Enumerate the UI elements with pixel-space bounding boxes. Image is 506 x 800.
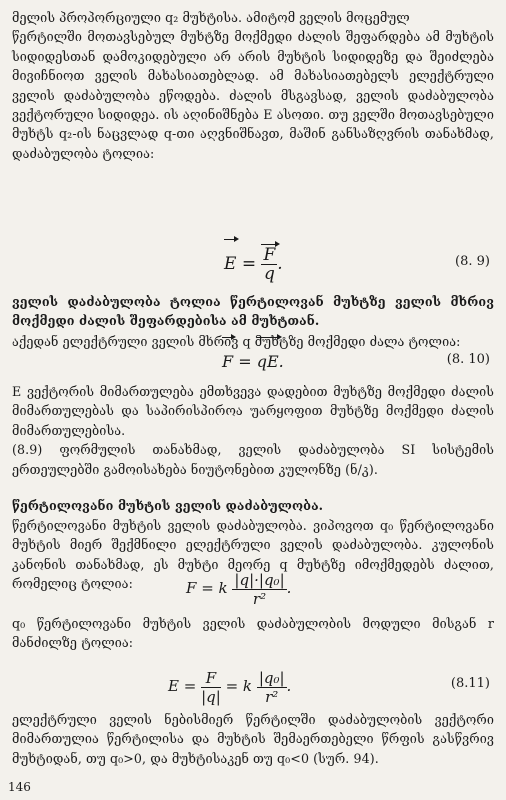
equals-sign: = bbox=[183, 677, 197, 695]
equation-8-9 bbox=[0, 242, 506, 286]
intro-paragraph: მელის პროპორციული q₂ მუხტისა. ამიტომ ველის მოცემულ წერტილში მოთავსებულ მუხტზე მოქმედი ძალის შეფარდება ამ მუხტის სიდიდესთან დამოკიდებული არ არის მუხტის სიდიდეზე და შეიძლება მივიჩნიოთ ველის მახასიათებლად. ამ მახასიათებელს ელექტრული ველის დაძაბულობა ეწოდება. ძალის მსგავსად, ველის დაძაბულობა ვექტორული სიდიდეა. ის აღინიშნება E ასოთი. თუ ველში მოთავსებული მუხტს q₂-ის ნაცვლად q-თი აღვნიშნავთ, მაშინ განსაზღვრის თანახმად, დაძაბულობა ტოლია: bbox=[12, 10, 494, 161]
product-qE: qE bbox=[257, 340, 279, 384]
direction-paragraph: E ვექტორის მიმართულება ემთხვევა დადებით მუხტზე მოქმედი ძალის მიმართულებას და საპირისპიროა უარყოფით მუხტზე მოქმედი ძალის მიმართულებისა. (8.9) ფორმულის თანახმად, ველის დაძაბულობა SI სისტემის ერთეულებში გამოისახება ნიუტონებით კულონზე (ნ/კ). bbox=[12, 384, 494, 477]
equation-8-10 bbox=[0, 340, 506, 384]
denominator-q: q bbox=[263, 264, 275, 284]
equals-k: = k bbox=[201, 579, 228, 597]
period: . bbox=[286, 677, 292, 695]
denominator-r2: r² bbox=[265, 687, 279, 706]
equation-8-11 bbox=[0, 664, 506, 708]
numerator-charges: |q|·|q₀| bbox=[234, 570, 285, 589]
section-lead: წერტილოვანი მუხტის ველის დაძაბულობა. bbox=[12, 498, 324, 514]
section-body: წერტილოვანი მუხტის ველის დაძაბულობა. ვიპოვოთ q₀ წერტილოვანი მუხტის მიერ შექმნილი ელექტრული ველის დაძაბულობა. კულონის კანონის თანახმად, ეს მუხტი მეორე q მუხტზე იმოქმედებს ძალით, რომელიც ტოლია: bbox=[12, 517, 494, 592]
numerator-F: F bbox=[201, 670, 221, 688]
equals-k: = k bbox=[225, 677, 253, 695]
fraction-F-over-q bbox=[201, 670, 221, 705]
period: . bbox=[278, 352, 284, 371]
vector-F: F bbox=[222, 340, 233, 384]
fraction-q0-over-r2 bbox=[257, 670, 287, 705]
equation-label: (8. 10) bbox=[446, 352, 490, 367]
equation-label: (8. 9) bbox=[455, 254, 490, 269]
page-number: 146 bbox=[8, 780, 31, 794]
numerator-F: F bbox=[263, 245, 276, 265]
field-E: E bbox=[168, 677, 179, 695]
modulus-paragraph: q₀ წერტილოვანი მუხტის ველის დაძაბულობის მოდული მისგან r მანძილზე ტოლია: bbox=[12, 616, 494, 651]
equation-coulomb bbox=[0, 566, 506, 610]
closing-paragraph: ელექტრული ველის ნებისმიერ წერტილში დაძაბულობის ვექტორი მიმართულია წერტილისა და მუხტის შემაერთებელი წრფის გასწვრივ მუხტიდან, თუ q₀>0, და მუხტისაკენ თუ q₀<0 (სურ. 94). bbox=[12, 712, 494, 766]
equals-sign: = bbox=[238, 352, 252, 371]
fraction bbox=[261, 247, 277, 282]
force-paragraph: აქედან ელექტრული ველის მხრივ q მუხტზე მოქმედი ძალა ტოლია: bbox=[12, 334, 461, 349]
period: . bbox=[277, 254, 283, 274]
denominator-r2: r² bbox=[252, 589, 267, 608]
period: . bbox=[286, 579, 292, 597]
fraction bbox=[232, 572, 286, 607]
denominator-abs-q: |q| bbox=[201, 687, 221, 706]
equals-sign: = bbox=[241, 254, 257, 274]
vector-E: E bbox=[224, 242, 236, 286]
definition-bold: ველის დაძაბულობა ტოლია წერტილოვან მუხტზე ველის მხრივ მოქმედი ძალის შეფარდებისა ამ მუხტთან. bbox=[12, 294, 494, 329]
numerator-abs-q0: |q₀| bbox=[258, 668, 285, 687]
equation-label: (8.11) bbox=[450, 676, 490, 691]
force-F: F bbox=[186, 579, 197, 597]
